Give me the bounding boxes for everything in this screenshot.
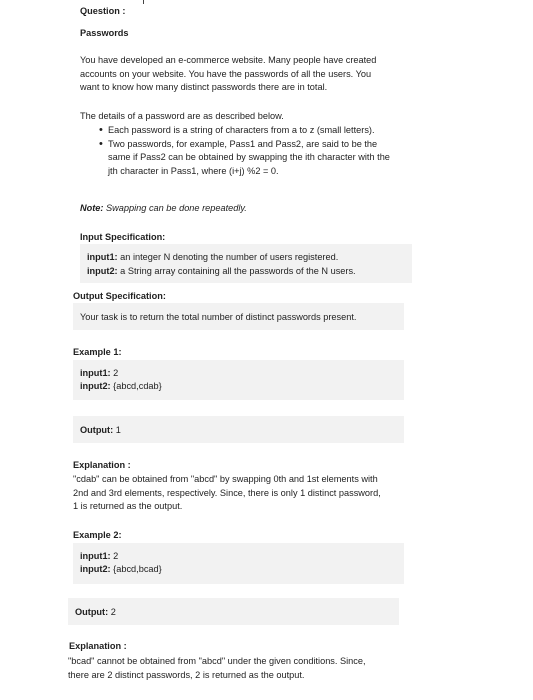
example2-output: Output: 2 (75, 607, 116, 617)
input1-spec: input1: an integer N denoting the number of users registered. (87, 252, 339, 262)
example2-explanation-heading: Explanation : (69, 641, 127, 651)
question-label: Question : (80, 6, 126, 16)
password-rules-list (100, 124, 420, 178)
output-spec-text: Your task is to return the total number of distinct passwords present. (80, 312, 357, 322)
example2-input2: input2: {abcd,bcad} (80, 564, 162, 574)
example2-input-box (73, 543, 404, 584)
page-title: Passwords (80, 28, 129, 38)
example1-input2: input2: {abcd,cdab} (80, 381, 162, 391)
output-spec-box (73, 303, 404, 330)
example2-heading: Example 2: (73, 530, 122, 540)
example2-output-box (68, 598, 399, 625)
input2-spec: input2: a String array containing all the passwords of the N users. (87, 266, 356, 276)
top-edge-mark (143, 0, 144, 4)
input-spec-box (80, 244, 412, 283)
example2-explanation: "bcad" cannot be obtained from "abcd" under the given conditions. Since, there are 2 distinct passwords, 2 is returned as the output. (68, 656, 366, 680)
details-intro: The details of a password are as described below. (80, 111, 284, 121)
intro-line: You have developed an e-commerce website. Many people have created (80, 55, 377, 65)
note-label: Note: (80, 203, 104, 213)
example1-heading: Example 1: (73, 347, 122, 357)
example1-output: Output: 1 (80, 425, 121, 435)
example2-input1: input1: 2 (80, 551, 119, 561)
input-spec-heading: Input Specification: (80, 232, 166, 242)
list-item: • Two passwords, for example, Pass1 and Pass2, are said to be the same if Pass2 can be obtained by swapping the ith character with the jth character in Pass1, where (i+j) %2 = 0. (100, 138, 420, 179)
list-item: • Each password is a string of characters from a to z (small letters). (100, 124, 420, 138)
intro-line: accounts on your website. You have the passwords of all the users. You (80, 68, 372, 79)
output-spec-heading: Output Specification: (73, 291, 166, 301)
example1-explanation: "cdab" can be obtained from "abcd" by swapping 0th and 1st elements with 2nd and 3rd elements, respectively. Since, there is only 1 distinct password, 1 is returned as the output. (73, 474, 381, 512)
example1-input1: input1: 2 (80, 368, 119, 378)
intro-paragraph (80, 54, 420, 95)
note-text: Swapping can be done repeatedly. (103, 203, 247, 213)
example1-input-box (73, 360, 404, 400)
example1-explanation-heading: Explanation : (73, 460, 131, 470)
note (80, 203, 247, 213)
example1-output-box (73, 416, 404, 443)
intro-line: want to know how many distinct passwords there are in total. (80, 82, 328, 93)
